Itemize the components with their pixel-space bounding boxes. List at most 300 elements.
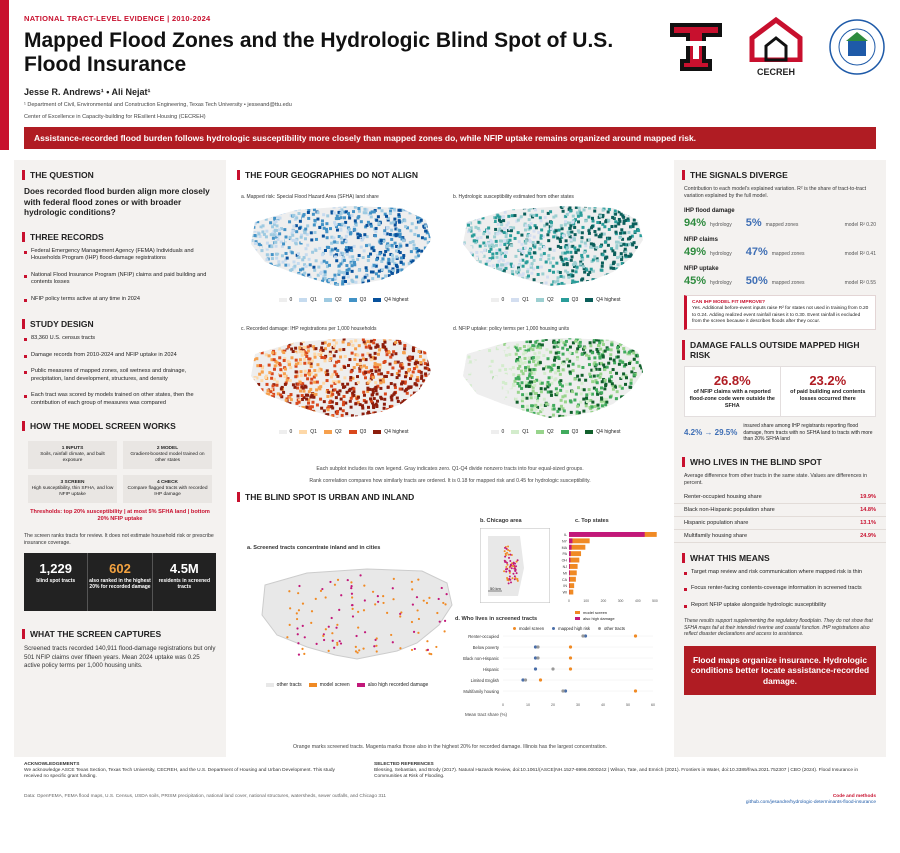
screened-tract [332, 640, 334, 642]
dot-model-screen [569, 645, 572, 648]
screened-tract [436, 612, 438, 614]
list-item: Target map review and risk communication where mapped risk is thin [684, 569, 876, 577]
screened-tract [351, 596, 353, 598]
screened-tract [442, 602, 444, 604]
screened-tract [392, 641, 394, 643]
logos [668, 16, 886, 77]
bar-model-screen [569, 551, 581, 556]
stat-high-damage: 602 also ranked in the highest 20% for recorded damage [88, 553, 152, 611]
means-heading: WHAT THIS MEANS [682, 553, 878, 563]
screened-tract [375, 645, 377, 647]
legend-mapped: mapped high risk [552, 626, 590, 631]
screened-tract [399, 647, 401, 649]
screened-tract [358, 649, 360, 651]
screened-tract [382, 602, 384, 604]
chicago-tract [512, 573, 514, 575]
top-states-chart [555, 528, 660, 610]
screened-tract [390, 634, 392, 636]
screened-tract [286, 636, 288, 638]
x-tick: 50 [626, 703, 630, 707]
affiliation: ¹ Department of Civil, Environmental and Construction Engineering, Texas Tech University • jesseand@ttu.edu [24, 102, 292, 108]
panel-b-title: b. Chicago area [480, 518, 522, 524]
code-link[interactable]: github.com/jesandre/hydrologic-determinants-flood-insurance [745, 800, 876, 805]
who-intro: Average difference from other tracts in the same state. Values are differences in percent. [684, 472, 868, 486]
who-heading: WHO LIVES IN THE BLIND SPOT [682, 457, 878, 467]
table-row: Hispanic population share 13.1% [674, 517, 886, 530]
screened-tract [446, 593, 448, 595]
screened-tract [302, 603, 304, 605]
screened-tract [335, 627, 337, 629]
geo-caption-1: Each subplot includes its own legend. Gray indicates zero. Q1-Q4 divide nonzero tracts into four equal-sized groups. [316, 466, 584, 472]
legend-model: model screen [513, 626, 544, 631]
screened-tract [355, 646, 357, 648]
category-label: Limited English [470, 678, 499, 683]
screened-tract [297, 633, 299, 635]
x-tick: 100 [583, 599, 590, 603]
bar-high-damage [569, 538, 572, 543]
screened-tract [316, 643, 318, 645]
chicago-tract [509, 579, 511, 581]
call-to-action: Flood maps organize insurance. Hydrologic conditions better locate assistance-recorded damage. [684, 646, 876, 696]
state-label: IN [563, 584, 567, 589]
map-title: a. Mapped risk: Special Flood Hazard Area (SFHA) land share [241, 194, 379, 200]
chicago-tract [504, 550, 506, 552]
x-tick: 500 [652, 599, 658, 603]
bar-high-damage [569, 558, 570, 563]
screened-tract [417, 579, 419, 581]
category-label: Multifamily housing [463, 689, 499, 694]
dot-mapped-high-risk [534, 667, 537, 670]
screened-tract [350, 585, 352, 587]
damage-heading: DAMAGE FALLS OUTSIDE MAPPED HIGH RISK [682, 340, 878, 360]
map-title: c. Recorded damage: IHP registrations per 1,000 households [241, 326, 377, 332]
poster-title: Mapped Flood Zones and the Hydrologic Blind Spot of U.S. Flood Insurance [24, 29, 614, 76]
bar-model-screen [569, 583, 574, 588]
data-sources: Data: OpenFEMA, FEMA flood maps, U.S. Census, USDA soils, PRISM precipitation, national land cover, national structures, watersheds, sewer outfalls, and Chicago 311 [24, 794, 386, 799]
list-item: Damage records from 2010-2024 and NFIP uptake in 2024 [24, 352, 216, 360]
chicago-tract [505, 566, 507, 568]
chicago-tract [503, 570, 505, 572]
dot-other-tracts [524, 678, 527, 681]
screened-tract [351, 604, 353, 606]
dot-model-screen [634, 689, 637, 692]
dot-other-tracts [561, 689, 564, 692]
legend-other: other tracts [266, 682, 302, 688]
x-tick: 400 [634, 599, 641, 603]
legend-high: also high damage [575, 616, 615, 621]
screened-tract [352, 615, 354, 617]
ack-title: ACKNOWLEDGEMENTS [24, 762, 80, 767]
dot-other-tracts [536, 656, 539, 659]
screened-tract [355, 650, 357, 652]
panel-c-legend [575, 610, 615, 621]
screen-note: The screen ranks tracts for review. It does not estimate household risk or prescribe insurance coverage. [24, 533, 214, 546]
screened-tract [411, 621, 413, 623]
screened-tract [296, 618, 298, 620]
screened-tract [428, 597, 430, 599]
step-box: 3 SCREEN High susceptibility, thin SFHA, and low NFIP uptake [28, 475, 117, 503]
state-label: NJ [562, 565, 567, 569]
chicago-tract [504, 561, 506, 563]
chicago-tract [516, 578, 518, 580]
screened-tract [364, 631, 366, 633]
screened-tract [386, 612, 388, 614]
chicago-tract [509, 570, 511, 572]
chicago-tract [509, 550, 511, 552]
screened-tract [331, 632, 333, 634]
map-title: d. NFIP uptake: policy terms per 1,000 housing units [453, 326, 570, 332]
us-map [241, 200, 446, 288]
screened-tract [296, 612, 298, 614]
signals-heading: THE SIGNALS DIVERGE [682, 170, 878, 180]
chicago-tract [509, 575, 511, 577]
refs-title: SELECTED REFERENCES [374, 762, 434, 767]
screened-tract [357, 626, 359, 628]
signal-ihp: 94% hydrology 5% mapped zones model R² 0.20 [684, 217, 876, 229]
code-title: Code and methods [832, 794, 876, 799]
bar-high-damage [569, 570, 570, 575]
screened-tract [310, 622, 312, 624]
left-column [14, 160, 226, 757]
screened-tract [328, 626, 330, 628]
authors: Jesse R. Andrews¹ • Ali Nejat¹ [24, 87, 151, 97]
flood-map [453, 326, 658, 435]
chicago-tract [514, 568, 516, 570]
x-tick: 300 [617, 599, 624, 603]
panel-d-title: d. Who lives in screened tracts [455, 616, 538, 622]
state-label: IL [564, 533, 567, 537]
chicago-tract [510, 581, 512, 583]
screened-tract [340, 642, 342, 644]
bar-model-screen [569, 570, 577, 575]
chicago-tract [505, 568, 507, 570]
screened-tract [412, 603, 414, 605]
dot-model-screen [634, 634, 637, 637]
screened-tract [417, 632, 419, 634]
scale-bar-label: 50 km [490, 586, 501, 591]
chicago-tract [514, 575, 516, 577]
map-legend: 0 Q1 Q2 Q3 Q4 highest [453, 297, 658, 303]
step-box: 4 CHECK Compare flagged tracts with recorded IHP damage [123, 475, 212, 503]
who-lives-chart [421, 630, 661, 712]
screened-tract [347, 579, 349, 581]
screened-tract [289, 624, 291, 626]
screened-tract [339, 640, 341, 642]
bar-high-damage [569, 551, 571, 556]
center-column [233, 160, 667, 757]
map-legend: 0 Q1 Q2 Q3 Q4 highest [241, 429, 446, 435]
stat-residents: 4.5M residents in screened tracts [158, 561, 211, 590]
screened-tract [392, 598, 394, 600]
signal-claims-title: NFIP claims [684, 237, 718, 243]
screened-tract [325, 628, 327, 630]
footer [24, 762, 876, 806]
screened-tract [303, 653, 305, 655]
signal-uptake: 45% hydrology 50% mapped zones model R² 0.55 [684, 275, 876, 287]
screened-tract [392, 587, 394, 589]
screened-tract [416, 609, 418, 611]
x-tick: 10 [526, 703, 530, 707]
hud-seal [828, 18, 886, 76]
screened-tract [444, 620, 446, 622]
model-fit-note: CAN IHP MODEL FIT IMPROVE? Yes. Additional before-event inputs raise R² for states not used in training from 0.20 to 0.24. Adding realized event rainfall raises it to 0.30. Event rainfall is excluded from the screen because it describes floods after they occur. [684, 295, 876, 330]
screened-tract [359, 574, 361, 576]
chicago-tract [509, 560, 511, 562]
screened-tract [350, 581, 352, 583]
chicago-tract [516, 572, 518, 574]
screened-tract [374, 603, 376, 605]
screened-tract [373, 645, 375, 647]
blind-spot-heading: THE BLIND SPOT IS URBAN AND INLAND [237, 492, 414, 502]
screen-heading: HOW THE MODEL SCREEN WORKS [22, 421, 218, 431]
state-label: MA [561, 545, 567, 550]
screened-tract [411, 581, 413, 583]
captures-heading: WHAT THE SCREEN CAPTURES [22, 629, 218, 639]
flood-map [241, 326, 446, 435]
legend-other: other tracts [598, 626, 625, 631]
category-label: Hispanic [482, 667, 499, 672]
map-legend: 0 Q1 Q2 Q3 Q4 highest [453, 429, 658, 435]
screened-tract [302, 625, 304, 627]
dot-model-screen [539, 678, 542, 681]
table-row: Black non-Hispanic population share 14.8% [674, 504, 886, 517]
blind-caption: Orange marks screened tracts. Magenta marks those also in the highest 20% for recorded damage. Illinois has the largest concentration. [292, 744, 607, 750]
screened-tract [423, 600, 425, 602]
cecreh-text: CECREH [756, 67, 795, 77]
panel-a-legend [247, 682, 447, 688]
screened-tract [336, 644, 338, 646]
stat-claims-outside: 26.8% of NFIP claims with a reported flood-zone code were outside the SFHA [685, 367, 781, 416]
screened-tract [301, 648, 303, 650]
list-item: 83,360 U.S. census tracts [24, 335, 216, 343]
screened-tract [322, 635, 324, 637]
chicago-map [480, 528, 550, 603]
key-finding-banner: Assistance-recorded flood burden follows hydrologic susceptibility more closely than mapped zones do, while NFIP uptake remains organized around mapped risk. [24, 127, 876, 149]
screened-tract [321, 588, 323, 590]
state-label: WI [562, 590, 567, 595]
step-box: 2 MODEL Gradient-boosted model trained on other states [123, 441, 212, 469]
state-label: CA [562, 577, 567, 582]
screened-tract [413, 631, 415, 633]
screened-tract [288, 590, 290, 592]
dot-other-tracts [581, 634, 584, 637]
legend-model: model screen [309, 682, 350, 688]
signals-intro: Contribution to each model's explained variation. R² is the share of tract-to-tract variation explained by the full model. [684, 186, 867, 199]
screened-tract [352, 608, 354, 610]
chicago-tract [516, 561, 518, 563]
screened-tract [325, 596, 327, 598]
x-tick: 40 [601, 703, 605, 707]
screened-tract [377, 595, 379, 597]
signal-uptake-title: NFIP uptake [684, 266, 719, 272]
screened-tract [355, 635, 357, 637]
screened-tract [399, 615, 401, 617]
screened-tract [298, 609, 300, 611]
state-label: PA [562, 552, 567, 557]
flood-map [453, 194, 658, 303]
chicago-tract [506, 579, 508, 581]
state-label: NY [562, 539, 567, 544]
geographies-heading: THE FOUR GEOGRAPHIES DO NOT ALIGN [237, 170, 659, 180]
screened-tract [426, 602, 428, 604]
bar-model-screen [569, 590, 573, 595]
screened-tract [376, 637, 378, 639]
step-box: 1 INPUTS Soils, rainfall climate, and built exposure [28, 441, 117, 469]
records-list [14, 248, 226, 304]
list-item: Report NFIP uptake alongside hydrologic susceptibility [684, 602, 876, 610]
screened-tract [439, 621, 441, 623]
table-row: Multifamily housing share 24.9% [674, 530, 886, 543]
screened-tract [376, 650, 378, 652]
dot-other-tracts [536, 645, 539, 648]
bar-high-damage [569, 583, 570, 588]
screened-tract [315, 598, 317, 600]
screened-tract [328, 650, 330, 652]
design-heading: STUDY DESIGN [22, 319, 218, 329]
screened-tract [289, 607, 291, 609]
thresholds: Thresholds: top 20% susceptibility | at most 5% SFHA land | bottom 20% NFIP uptake [30, 509, 210, 522]
screened-tract [382, 595, 384, 597]
chicago-tract [508, 582, 510, 584]
us-map [453, 200, 658, 288]
state-label: OH [561, 558, 567, 563]
bar-model-screen [569, 564, 578, 569]
bar-high-damage [569, 564, 570, 569]
list-item: Federal Emergency Management Agency (FEMA) Individuals and Households Program (IHP) flood-damage registrations [24, 248, 216, 263]
stat-blind-spot: 1,229 blind spot tracts [24, 553, 88, 611]
table-row: Renter-occupied housing share 19.9% [674, 491, 886, 504]
screened-tract [298, 585, 300, 587]
x-tick: 30 [576, 703, 580, 707]
model-steps [14, 437, 226, 507]
question-heading: THE QUESTION [22, 170, 218, 180]
legend-high: also high recorded damage [357, 682, 429, 688]
dot-model-screen [569, 656, 572, 659]
screened-tract [298, 654, 300, 656]
us-map [241, 332, 446, 420]
screened-tract [297, 592, 299, 594]
screened-tract [411, 588, 413, 590]
screened-tract [311, 610, 313, 612]
flood-map [241, 194, 446, 303]
chicago-tract [515, 577, 517, 579]
panel-c-title: c. Top states [575, 518, 609, 524]
screened-tract [416, 596, 418, 598]
ack-text: We acknowledge ASCE Texas Section, Texas Tech University, CECREH, and the U.S. Department of Housing and Urban Development. This study received no specific grant funding. [24, 768, 335, 779]
kicker: NATIONAL TRACT-LEVEL EVIDENCE | 2010-2024 [24, 14, 211, 23]
x-tick: 20 [551, 703, 555, 707]
dot-other-tracts [551, 667, 554, 670]
signal-claims: 49% hydrology 47% mapped zones model R² 0.41 [684, 246, 876, 258]
screened-tract [411, 649, 413, 651]
means-caveat: These results support supplementing the regulatory floodplain. They do not show that SFHA maps fail at their intended riverine and coastal function. IHP registrations also reflect disaster declarations and access to assistance. [684, 618, 873, 638]
screened-tract [329, 581, 331, 583]
cecreh-logo [746, 16, 806, 77]
x-tick: 60 [651, 703, 655, 707]
bar-high-damage [569, 577, 570, 582]
list-item: Public measures of mapped zones, soil wetness and drainage, precipitation, land development, structures, and density [24, 368, 216, 383]
chicago-tract [511, 567, 513, 569]
chicago-tract [511, 577, 513, 579]
state-label: MI [563, 571, 567, 576]
screened-tract [304, 636, 306, 638]
screened-tract [336, 642, 338, 644]
chicago-tract [507, 549, 509, 551]
chicago-tract [515, 565, 517, 567]
screened-tract [441, 587, 443, 589]
screened-tract [444, 603, 446, 605]
screened-tract [323, 639, 325, 641]
accent-bar [0, 0, 9, 150]
list-item: National Flood Insurance Program (NFIP) claims and paid building and contents losses [24, 272, 216, 287]
screened-tract [363, 585, 365, 587]
refs-text: Blessing, Sebastian, and Brody (2017). Natural Hazards Review, doi:10.1061/(ASCE)NH.1527-6996.0000242 | Wilson, Tate, and Emrich (2021). Frontiers in Water, doi:10.3389/frwa.2021.752307 | CBO (2024). Flood Insurance in Communities at Risk of Flooding. [374, 768, 859, 779]
screened-tract [297, 642, 299, 644]
chicago-tract [508, 554, 510, 556]
category-label: Below poverty [472, 645, 499, 650]
screened-tract [400, 611, 402, 613]
list-item: NFIP policy terms active at any time in 2024 [24, 296, 216, 304]
records-heading: THREE RECORDS [22, 232, 218, 242]
legend-model: model screen [575, 610, 607, 615]
chicago-tract [512, 563, 514, 565]
list-item: Focus renter-facing contents-coverage information in screened tracts [684, 585, 876, 593]
screened-tract [338, 609, 340, 611]
signal-ihp-title: IHP flood damage [684, 208, 735, 214]
screened-tract [336, 624, 338, 626]
category-label: Black non-Hispanic [463, 656, 499, 661]
texas-tech-logo [668, 19, 724, 75]
list-item: Each tract was scored by models trained on other states, then the contribution of each group of measures was compared [24, 392, 216, 407]
screened-tract [337, 579, 339, 581]
x-tick: 200 [600, 599, 607, 603]
screened-tract [333, 647, 335, 649]
chicago-tract [510, 564, 512, 566]
screened-tract [372, 591, 374, 593]
chicago-tract [509, 554, 511, 556]
design-list [14, 335, 226, 407]
bar-high-damage [569, 532, 645, 537]
means-list [674, 569, 886, 610]
screened-tract [334, 584, 336, 586]
chicago-tract [506, 562, 508, 564]
x-tick: 0 [568, 599, 570, 603]
screened-tract [362, 648, 364, 650]
panel-d-xlabel: Mean tract share (%) [465, 712, 508, 717]
screened-tract [331, 617, 333, 619]
screened-tract [414, 648, 416, 650]
screened-tract [296, 627, 298, 629]
stat-losses-outside: 23.2% of paid building and contents losses occurred there [790, 373, 866, 403]
screened-tract [364, 599, 366, 601]
screened-tract [340, 594, 342, 596]
us-map [453, 332, 658, 420]
screened-tract [438, 598, 440, 600]
captures-text: Screened tracts recorded 140,911 flood-damage registrations but only 501 NFIP claims over fifteen years. Mean 2024 uptake was 0.25 active policy terms per 1,000 housing units. [24, 645, 216, 669]
screened-tract [320, 590, 322, 592]
bar-model-screen [569, 577, 576, 582]
insured-shift: 4.2% → 29.5% insured share among IHP registrants reporting flood damage, from tracts with no SFHA land to tracts with more than 20% SFHA land [684, 423, 873, 443]
x-tick: 0 [502, 703, 504, 707]
screened-tract [350, 587, 352, 589]
research-question: Does recorded flood burden align more closely with federal flood zones or with broader hydrologic conditions? [24, 186, 210, 217]
bar-model-screen [569, 558, 579, 563]
screened-tract [393, 578, 395, 580]
screened-tract [351, 593, 353, 595]
geo-caption-2: Rank correlation compares how similarly tracts are ordered. It is 0.18 for mapped risk and 0.45 for hydrologic susceptibility. [309, 478, 591, 484]
chicago-tract [506, 564, 508, 566]
screened-tract [377, 601, 379, 603]
